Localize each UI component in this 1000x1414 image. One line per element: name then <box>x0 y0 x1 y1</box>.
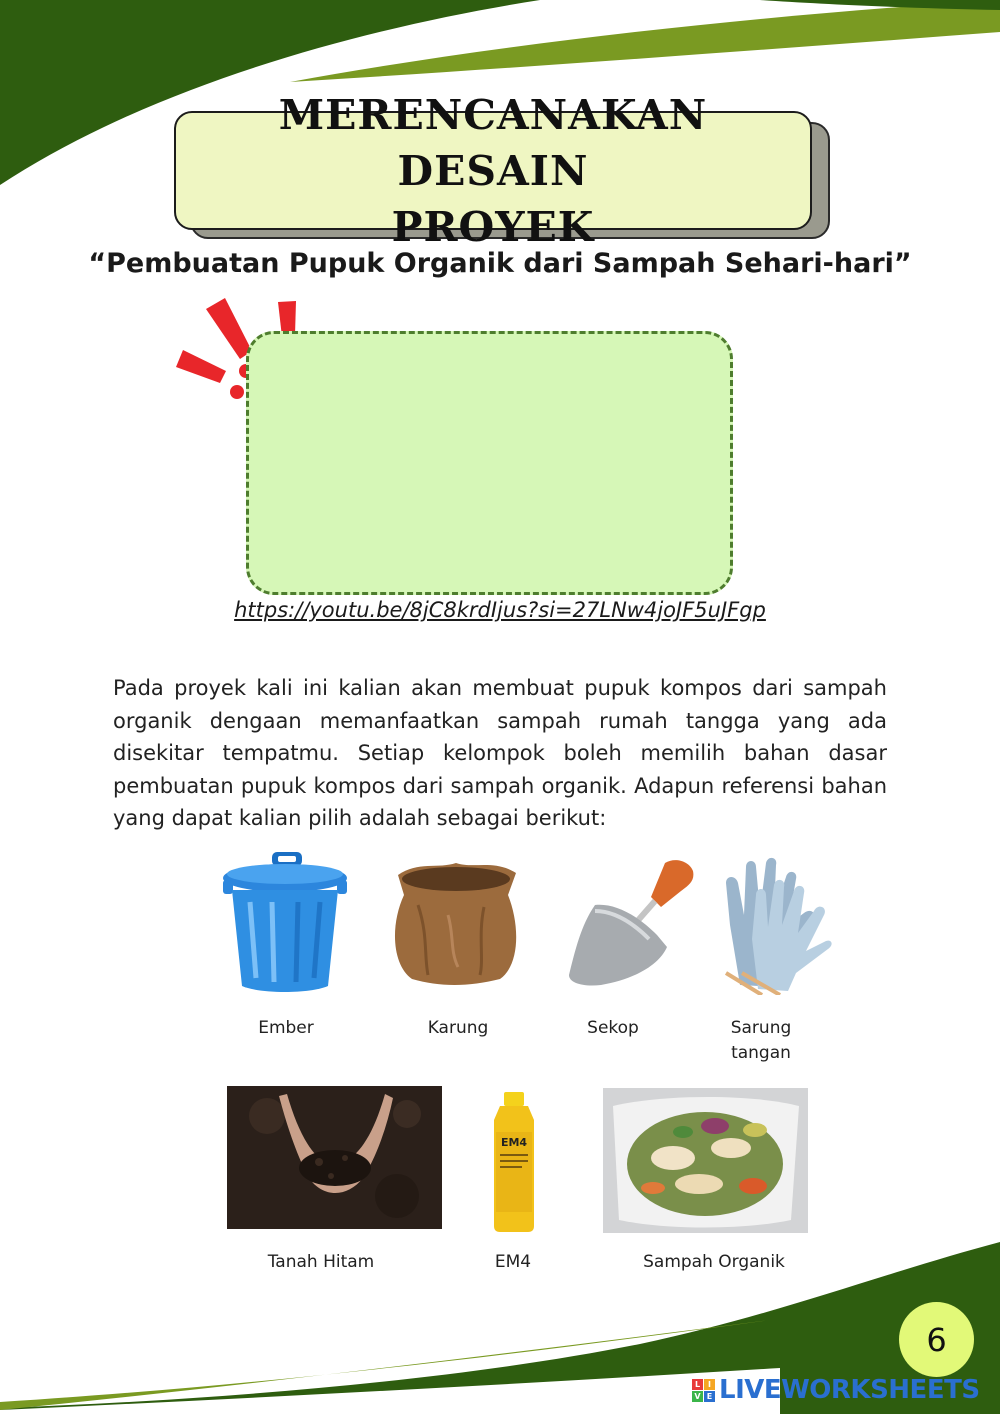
organic-waste-photo <box>603 1088 808 1233</box>
liveworksheets-logo-icon <box>692 1379 715 1402</box>
title-box <box>174 90 812 251</box>
label-ember: Ember <box>258 1018 314 1038</box>
video-embed-placeholder[interactable] <box>246 331 733 595</box>
logo-letter-e: E <box>704 1391 715 1402</box>
liveworksheets-brand-text: LIVEWORKSHEETS <box>719 1375 980 1405</box>
label-sarung-tangan <box>711 1016 811 1066</box>
title-line-2: PROYEK <box>391 202 595 251</box>
trowel-icon <box>565 855 700 990</box>
project-subtitle: “Pembuatan Pupuk Organik dari Sampah Sehari-hari” <box>88 248 912 279</box>
logo-letter-v: V <box>692 1391 703 1402</box>
em4-bottle-label: EM4 <box>500 1136 528 1149</box>
label-sarung-line-2: tangan <box>731 1043 791 1063</box>
youtube-link[interactable]: https://youtu.be/8jC8krdIjus?si=27LNw4joJF5uJFgp <box>234 598 766 622</box>
label-sampah-organik: Sampah Organik <box>643 1252 785 1272</box>
top-right-dark <box>760 0 1000 10</box>
instruction-paragraph: Pada proyek kali ini kalian akan membuat pupuk kompos dari sampah organik dengaan memanfaatkan sampah rumah tangga yang ada disekitar tempatmu. Setiap kelompok boleh memilih bahan dasar pembuatan pupuk kompos dari sampah organik. Adapun referensi bahan yang dapat kalian pilih adalah sebagai berikut: <box>113 676 887 830</box>
logo-letter-l: L <box>692 1379 703 1390</box>
trash-bin-icon <box>220 850 350 995</box>
logo-letter-i: I <box>704 1379 715 1390</box>
page-title <box>213 87 773 255</box>
em4-bottle-icon <box>488 1092 540 1232</box>
sack-icon <box>388 855 524 985</box>
page-number-badge: 6 <box>899 1302 974 1377</box>
label-karung: Karung <box>427 1018 489 1038</box>
gloves-icon <box>722 855 834 995</box>
title-line-1: MERENCANAKAN DESAIN <box>278 90 708 195</box>
label-tanah-hitam: Tanah Hitam <box>267 1252 375 1272</box>
soil-hands-photo <box>227 1086 442 1229</box>
label-sarung-line-1: Sarung <box>730 1018 792 1038</box>
label-sekop: Sekop <box>587 1018 639 1038</box>
liveworksheets-watermark <box>692 1374 980 1406</box>
label-em4: EM4 <box>494 1252 532 1272</box>
